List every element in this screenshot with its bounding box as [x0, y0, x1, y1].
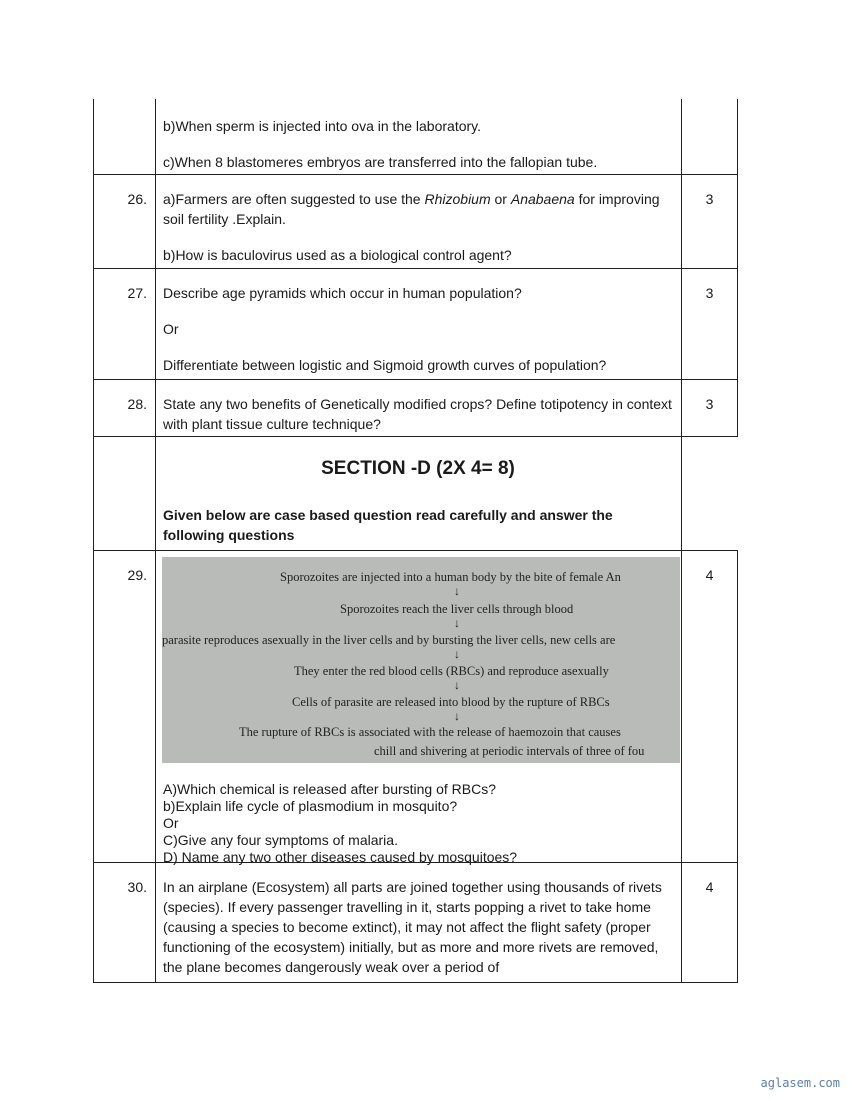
question-2: Differentiate between logistic and Sigmoid growth curves of population?: [163, 357, 607, 373]
question-number: [94, 437, 156, 550]
flow-step-2: Sporozoites reach the liver cells through blood: [340, 602, 574, 616]
part-b: b)How is baculovirus used as a biological control agent?: [163, 247, 512, 263]
marks-cell: [682, 437, 738, 550]
flow-arrow: ↓: [454, 647, 460, 661]
question-text: State any two benefits of Genetically modified crops? Define totipotency in context with plant tissue culture technique?: [156, 380, 682, 436]
flow-step-3: parasite reproduces asexually in the liver cells and by bursting the liver cells, new cells are: [162, 633, 616, 647]
question-text: [156, 99, 682, 174]
flow-arrow: ↓: [454, 709, 460, 723]
question-1: Describe age pyramids which occur in human population?: [163, 285, 522, 301]
question-text: [156, 551, 682, 865]
table-row-26: [93, 175, 738, 269]
marks-cell: 4: [705, 879, 714, 895]
malaria-flow-image: [162, 557, 680, 763]
table-row-27: [93, 269, 738, 380]
question-text: [156, 269, 682, 379]
or-label: Or: [163, 321, 179, 337]
table-row-25: [93, 99, 738, 175]
marks-cell: 3: [705, 285, 714, 301]
marks-cell: 4: [705, 567, 714, 583]
option-b: b)When sperm is injected into ova in the laboratory.: [163, 118, 482, 134]
table-row-28: [93, 380, 738, 437]
section-header-row: [93, 437, 738, 551]
question-number: 26.: [94, 175, 156, 268]
flow-step-1: Sporozoites are injected into a human body by the bite of female An: [280, 570, 621, 584]
question-number: 29.: [94, 551, 156, 862]
section-instructions: Given below are case based question read carefully and answer the following questions: [163, 507, 613, 543]
flow-arrow: ↓: [454, 584, 460, 598]
question-number: 27.: [94, 269, 156, 379]
sub-question-b: b)Explain life cycle of plasmodium in mosquito?: [163, 798, 458, 814]
sub-question-a: A)Which chemical is released after bursting of RBCs?: [163, 781, 497, 797]
marks-cell: 3: [705, 191, 714, 207]
marks-cell: 3: [705, 396, 714, 412]
sub-question-c: C)Give any four symptoms of malaria.: [163, 832, 398, 848]
flow-arrow: ↓: [454, 678, 460, 692]
flow-step-6: The rupture of RBCs is associated with the release of haemozoin that causes: [239, 725, 621, 739]
question-number: 28.: [94, 380, 156, 436]
or-label: Or: [163, 815, 179, 831]
part-a: a)Farmers are often suggested to use the Rhizobium or Anabaena for improving soil fertility .Explain.: [163, 191, 660, 227]
marks-cell: [682, 99, 737, 174]
watermark-link[interactable]: aglasem.com: [760, 1076, 840, 1090]
table-row-29: [93, 551, 738, 863]
flow-step-7: chill and shivering at periodic intervals of three of fou: [374, 744, 645, 758]
question-number: [94, 99, 156, 174]
question-number: 30.: [94, 863, 156, 982]
section-cell: [156, 437, 682, 550]
question-table: [93, 99, 738, 983]
question-text: In an airplane (Ecosystem) all parts are joined together using thousands of rivets (species). If every passenger travelling in it, starts popping a rivet to take home (causing a species to become extinct), it may not affect the flight safety (proper functioning of the ecosystem) initially, but as more and more rivets are removed, the plane becomes dangerously weak over a period of: [156, 863, 682, 982]
table-row-30: [93, 863, 738, 983]
question-text: [156, 175, 682, 268]
sub-question-d: D) Name any two other diseases caused by mosquitoes?: [163, 849, 518, 865]
flow-step-4: They enter the red blood cells (RBCs) and reproduce asexually: [294, 664, 609, 678]
flow-arrow: ↓: [454, 616, 460, 630]
section-title: SECTION -D (2X 4= 8): [321, 458, 515, 479]
flow-step-5: Cells of parasite are released into blood by the rupture of RBCs: [292, 695, 610, 709]
option-c: c)When 8 blastomeres embryos are transferred into the fallopian tube.: [163, 154, 598, 170]
